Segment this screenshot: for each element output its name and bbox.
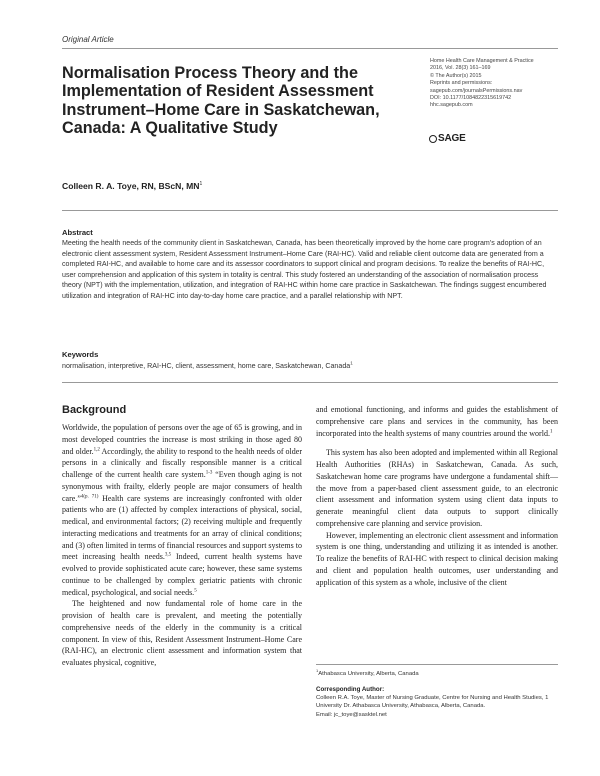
doi-link[interactable]: DOI: 10.1177/1084822315619742: [430, 95, 512, 102]
background-heading: Background: [62, 404, 127, 416]
sage-circle-icon: [429, 135, 437, 143]
author-line: [62, 181, 202, 191]
text-run: and emotional functioning, and informs and guides the establishment of comprehensive care plans and services in the community, has been incorporated into the health systems of many countries around the world.: [316, 405, 558, 438]
keywords-mark: 1: [350, 360, 353, 366]
sage-logo-text: SAGE: [438, 133, 466, 144]
author-divider: [62, 210, 558, 211]
permissions-link[interactable]: sagepub.com/journalsPermissions.nav: [430, 87, 523, 94]
keywords-heading: Keywords: [62, 350, 99, 359]
corresponding-author-text: Colleen R.A. Toye, Master of Nursing Graduate, Centre for Nursing and Health Studies, 1 University Dr. Athabasca University, Athabasca, Alberta, Canada.: [316, 695, 549, 710]
journal-name: Home Health Care Management & Practice: [430, 58, 534, 64]
copyright: © The Author(s) 2015: [430, 72, 482, 79]
keywords-text: [62, 361, 558, 371]
paragraph: [316, 404, 558, 439]
reprints-label: Reprints and permissions:: [430, 80, 493, 87]
citation-ref[interactable]: 5: [194, 587, 197, 593]
body-column-right: [316, 404, 558, 588]
affiliation-mark: 1: [316, 668, 319, 674]
citation-ref[interactable]: 1-3: [205, 470, 213, 476]
keywords-divider: [62, 382, 558, 383]
citation-ref[interactable]: 4(p. 71): [80, 493, 99, 499]
article-type-label: Original Article: [62, 35, 114, 44]
citation-ref[interactable]: 3,5: [164, 552, 172, 558]
footnote-divider: [316, 664, 558, 665]
paragraph: This system has also been adopted and implemented within all Regional Health Authorities (RHAs) in Saskatchewan, Canada. As such, Saskatchewan home care programs have undergone a fundamental shift—the move from a paper-based client assessment guide, to an electronic client assessment and information system using client data inputs to generate meaningful client data outputs to support clinically comprehensive care planning and service provision.: [316, 448, 558, 528]
abstract-heading: Abstract: [62, 228, 93, 237]
text-run: Health care systems are increasingly confronted with older patients who are (1) affected by complex interactions of physical, social, medical, and environmental factors; (2) receiving multiple and frequently interacting medications and treatments for an array of clinical conditions; and (3) often limited in terms of financial resources and support systems to meet increasing health needs.: [62, 493, 302, 562]
text-run: Accordingly, the ability to respond to the health needs of older persons in a clinically and fiscally responsible manner is a critical challenge of the current health care system.: [62, 446, 302, 479]
keywords-list: normalisation, interpretive, RAI-HC, client, assessment, home care, Saskatchewan, Canada: [62, 362, 351, 370]
author-name: Colleen R. A. Toye, RN, BScN, MN: [62, 181, 200, 191]
header-divider: [62, 48, 558, 49]
corresponding-author-heading: Corresponding Author:: [316, 686, 385, 693]
text-run: Indeed, current health systems have evolved to provide sophisticated acute care; however, these same systems continue to be challenged by complex geriatric patients with chronic medical, psychological, and social needs.: [62, 552, 302, 597]
article-title: Normalisation Process Theory and the Implementation of Resident Assessment Instrument–Home Care in Saskatchewan, Canada: A Qualitative Study: [62, 64, 380, 137]
citation-ref[interactable]: 1: [549, 428, 553, 434]
text-run: “Even though aging is not synonymous with frailty, elderly people are major consumers of health care.”: [62, 470, 303, 503]
journal-site-link[interactable]: hhc.sagepub.com: [430, 102, 473, 109]
paragraph: However, implementing an electronic client assessment and information system is one thing, understanding and utilizing it as intended is another. To realize the benefits of RAI-HC with respect to clinical decision making and client and population health outcomes, user understanding and application of this system as a whole, inclusive of the client: [316, 530, 558, 587]
body-column-left: [62, 422, 302, 669]
affiliation-footnote: [316, 670, 558, 678]
journal-citation: 2016, Vol. 28(3) 161–169: [430, 65, 491, 72]
corresponding-author-details: [316, 694, 558, 719]
author-affiliation-mark: 1: [199, 181, 203, 188]
text-run: Worldwide, the population of persons over the age of 65 is growing, and in most developed countries the increase is most striking in those aged 80 and older.: [62, 423, 302, 456]
affiliation-text: Athabasca University, Alberta, Canada: [318, 671, 419, 677]
paragraph: The heightened and now fundamental role of home care in the provision of health care is prevalent, and meeting the potentially comprehensive needs of the elderly in the community is a critical component. In view of this, Resident Assessment Instrument–Home Care (RAI-HC), an electronic client assessment and information system that evaluates physical, cognitive,: [62, 599, 302, 667]
abstract-text: Meeting the health needs of the community client in Saskatchewan, Canada, has been theoretically improved by the home care program's adoption of an electronic client assessment system, Resident Assessment Instrument–Home Care (RAI-HC). Valid and reliable client outcome data are generated from a completed RAI-HC, and available to home care and its assessor coordinators to support clinical and program decisions. To realize the benefits of RAI-HC, user comprehension and application of this system in totality is central. This study fostered an understanding of the association of normalisation process theory (NPT) with the implementation, utilization, and integration of RAI-HC within home care practice in Saskatchewan. The findings suggest encumbered utilization and integration of RAI-HC into day-to-day home care practice, and a parallel relationship with NPT.: [62, 239, 547, 300]
paragraph: [62, 422, 302, 598]
corresponding-email[interactable]: Email: jc_toye@sasktel.net: [316, 711, 387, 718]
citation-ref[interactable]: 1,2: [93, 446, 100, 452]
journal-meta: [430, 58, 570, 110]
sage-logo: [429, 133, 466, 144]
